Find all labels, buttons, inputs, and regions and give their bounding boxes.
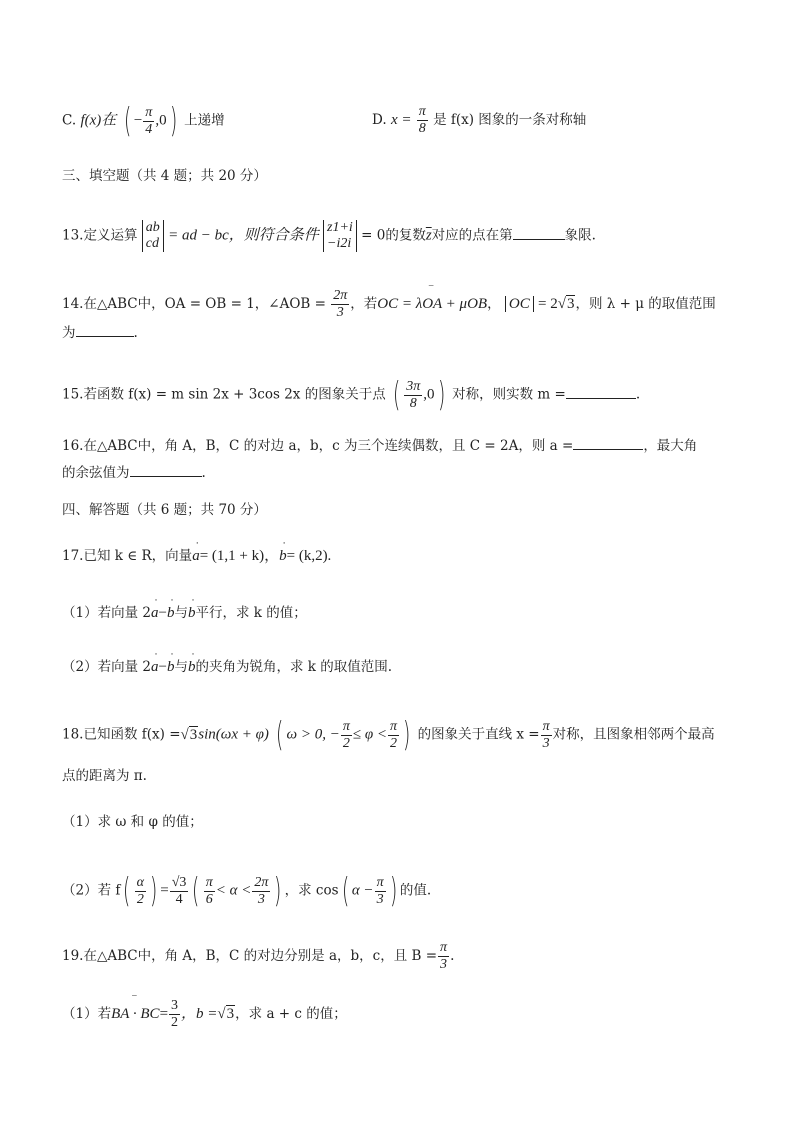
q13-det1-bottom: cd bbox=[145, 236, 159, 251]
option-c-post: 上递增 bbox=[184, 112, 225, 129]
q13-post1: = 0的复数 bbox=[361, 227, 426, 244]
q13-mid: = ad − bc，则符合条件 bbox=[168, 227, 319, 244]
q17-p2-pre: （2）若向量 2 bbox=[62, 659, 151, 675]
q19-frac-den: 3 bbox=[440, 957, 448, 972]
q18-p2-cond-a-den: 6 bbox=[205, 891, 213, 907]
option-d bbox=[372, 104, 586, 137]
q18-function: sin(ωx + φ) bbox=[198, 726, 269, 743]
q14-line2: 为 bbox=[62, 325, 76, 341]
q18-p2-cond-b bbox=[252, 875, 270, 908]
question-19 bbox=[62, 940, 454, 973]
q19-frac-num: π bbox=[440, 940, 448, 955]
q16-answer-blank-2[interactable] bbox=[130, 462, 202, 477]
q17-p1-post: 平行，求 k 的值； bbox=[195, 605, 307, 621]
option-c-label: C. bbox=[62, 112, 77, 129]
q18-post: 对称，且图象相邻两个最高 bbox=[552, 726, 715, 743]
q18-p2-pre: （2）若 f bbox=[62, 882, 121, 899]
q19-p1-vector-product: ‾ BA · BC bbox=[111, 1004, 159, 1024]
q14-answer-blank[interactable] bbox=[76, 322, 134, 337]
q15-pre: 15.若函数 f(x) = m sin 2x + 3cos 2x 的图象关于点 bbox=[62, 386, 386, 403]
q18-p2-cond-a-num: π bbox=[205, 874, 213, 890]
q18-cond-mid: ≤ φ < bbox=[352, 726, 387, 743]
q13-zbar: $\overline{z}$ bbox=[425, 227, 432, 244]
paren-left: ( bbox=[123, 871, 131, 911]
q14-abs-oc: OC bbox=[505, 296, 534, 312]
q17-p2-post: 的夹角为锐角，求 k 的取值范围. bbox=[195, 659, 393, 675]
q13-det2-top: z1+i bbox=[327, 220, 353, 235]
q17-intro-post: = (k,2). bbox=[286, 548, 332, 564]
q18-frac1-num: π bbox=[342, 718, 350, 734]
q18-cond-pre: ω > 0, − bbox=[286, 726, 340, 743]
option-c-minus: − bbox=[133, 112, 143, 129]
option-c bbox=[62, 101, 225, 141]
q18-sqrt-radicand: 3 bbox=[189, 726, 198, 743]
q18-p2-cond-b-num: 2π bbox=[254, 874, 269, 890]
paren-right: ) bbox=[403, 715, 411, 755]
q18-post-pre: 的图象关于直线 x = bbox=[417, 726, 540, 743]
q13-determinant-2 bbox=[323, 220, 357, 252]
q17-p1-minus: − bbox=[158, 605, 167, 621]
q18-p2-cos-pre: α − bbox=[351, 882, 374, 899]
paren-left: ( bbox=[341, 871, 349, 911]
paren-right: ) bbox=[437, 375, 445, 415]
q18-p2-val-den: 4 bbox=[175, 891, 183, 907]
question-18-line-2: 点的距离为 π. bbox=[62, 768, 147, 784]
q18-p2-frac-den: 2 bbox=[136, 891, 144, 907]
q18-p2-eq: = bbox=[160, 882, 169, 899]
q15-frac-num: 3π bbox=[406, 378, 421, 394]
question-14 bbox=[62, 288, 716, 321]
q17-p2-mid: 与 bbox=[174, 659, 188, 675]
question-19-part-1 bbox=[62, 998, 347, 1031]
q18-p2-cond-b-den: 3 bbox=[257, 891, 265, 907]
question-16 bbox=[62, 435, 697, 456]
option-c-right: ,0 bbox=[155, 112, 167, 129]
q18-sqrt bbox=[181, 725, 199, 745]
question-17-part-1 bbox=[62, 603, 307, 623]
q18-frac3-den: 3 bbox=[542, 735, 550, 751]
q18-p2-frac bbox=[135, 875, 146, 908]
q19-p1-post: ，求 a + c 的值； bbox=[235, 1006, 347, 1022]
q17-p2-vector-b2: ˙ b bbox=[188, 657, 196, 677]
option-c-frac-num: π bbox=[145, 104, 153, 120]
q19-end: . bbox=[450, 948, 455, 964]
q19-p1-fraction bbox=[169, 998, 180, 1031]
question-14-line-2 bbox=[62, 322, 138, 343]
q17-p2-vector-b: ˙ b bbox=[167, 657, 175, 677]
q18-p2-cos-num: π bbox=[376, 874, 384, 890]
q18-p2-post-pre: ，求 cos bbox=[284, 882, 339, 899]
question-17 bbox=[62, 546, 331, 566]
paren-left: ( bbox=[276, 715, 284, 755]
q17-p2-minus: − bbox=[158, 659, 167, 675]
q18-p2-cond-mid: < α < bbox=[215, 882, 252, 899]
q18-p2-value bbox=[170, 875, 189, 908]
paren-right: ) bbox=[169, 101, 177, 141]
q17-p1-vector-a: ˙ a bbox=[151, 603, 159, 623]
section-4-heading: 四、解答题（共 6 题；共 70 分） bbox=[62, 502, 267, 518]
option-c-pre: f(x)在 bbox=[80, 112, 117, 129]
q16-line2: 的余弦值为 bbox=[62, 465, 130, 481]
q15-post: 对称，则实数 m = bbox=[452, 386, 566, 403]
q13-post3: 象限. bbox=[564, 227, 596, 244]
q14-line2-end: . bbox=[133, 325, 138, 341]
q18-frac2-num: π bbox=[390, 718, 398, 734]
q14-frac-num: 2π bbox=[333, 288, 348, 303]
question-13 bbox=[62, 220, 596, 252]
q17-intro-mid: = (1,1 + k)， bbox=[199, 548, 280, 564]
question-18-part-1: （1）求 ω 和 φ 的值； bbox=[62, 814, 203, 830]
q19-p1-pre: （1）若 bbox=[62, 1006, 112, 1022]
q13-pre: 13.定义运算 bbox=[62, 227, 138, 244]
paren-left: ( bbox=[123, 101, 131, 141]
q15-frac-den: 8 bbox=[409, 395, 417, 411]
q19-p1-den: 2 bbox=[171, 1015, 179, 1030]
q16-line1: 16.在△ABC中，角 A，B，C 的对边 a，b，c 为三个连续偶数，且 C = 2A，则 a = bbox=[62, 438, 574, 454]
q15-fraction bbox=[404, 379, 422, 412]
q14-eq: = 2 bbox=[538, 296, 558, 312]
q14-frac-den: 3 bbox=[336, 305, 344, 320]
q18-p2-val-num: √3 bbox=[171, 874, 187, 890]
question-18 bbox=[62, 715, 715, 755]
paren-left: ( bbox=[393, 375, 401, 415]
q14-sqrt-radicand: 3 bbox=[566, 296, 575, 312]
q19-p1-sqrt-radicand: 3 bbox=[226, 1006, 235, 1022]
question-15 bbox=[62, 375, 641, 415]
q18-p2-cos-frac bbox=[375, 875, 386, 908]
paren-right: ) bbox=[389, 871, 397, 911]
q13-answer-blank[interactable] bbox=[513, 225, 565, 240]
q17-p2-vector-a: ˙ a bbox=[151, 657, 159, 677]
q18-p2-cos-den: 3 bbox=[376, 891, 384, 907]
q17-p1-pre: （1）若向量 2 bbox=[62, 605, 151, 621]
option-c-fraction bbox=[143, 105, 154, 138]
q14-fraction bbox=[331, 288, 349, 321]
q16-line1-end: ，最大角 bbox=[643, 438, 698, 454]
q19-p1-sqrt bbox=[217, 1004, 235, 1024]
q17-p1-vector-b2: ˙ b bbox=[188, 603, 196, 623]
q15-answer-blank[interactable] bbox=[566, 384, 636, 399]
q19-p1-num: 3 bbox=[171, 998, 179, 1013]
q17-intro-pre: 17.已知 k ∈ R，向量 bbox=[62, 548, 193, 564]
q18-frac3-num: π bbox=[542, 718, 550, 734]
q19-fraction bbox=[438, 940, 449, 973]
q17-p1-vector-b: ˙ b bbox=[167, 603, 175, 623]
q15-end: . bbox=[635, 386, 641, 403]
paren-left: ( bbox=[192, 871, 200, 911]
q14-mid2: ， bbox=[487, 296, 501, 312]
option-d-frac-den: 8 bbox=[418, 121, 426, 136]
q19-p1-mid: ，b = bbox=[181, 1006, 218, 1022]
q18-frac2-den: 2 bbox=[390, 735, 397, 751]
option-d-fraction bbox=[417, 104, 428, 137]
option-c-frac-den: 4 bbox=[145, 121, 153, 137]
q18-frac-3 bbox=[541, 719, 552, 752]
question-17-part-2 bbox=[62, 657, 392, 677]
section-3-heading: 三、填空题（共 4 题；共 20 分） bbox=[62, 168, 267, 184]
q14-mid: ，若 bbox=[350, 296, 378, 312]
q16-line2-end: . bbox=[201, 465, 206, 481]
option-d-label: D. bbox=[372, 112, 387, 128]
q18-p2-cond-a bbox=[204, 875, 215, 908]
q13-det1-top: ab bbox=[145, 220, 160, 235]
q17-vector-b: ˙ b bbox=[279, 546, 287, 566]
q18-frac1-den: 2 bbox=[342, 735, 350, 751]
q13-det2-bottom: −i2i bbox=[327, 236, 352, 251]
question-18-part-2 bbox=[62, 871, 432, 911]
q16-answer-blank-1[interactable] bbox=[573, 435, 643, 450]
q18-p2-post: 的值. bbox=[399, 882, 432, 899]
q18-frac-2 bbox=[388, 719, 399, 752]
q18-p2-frac-num: α bbox=[136, 874, 145, 890]
q14-pre: 14.在△ABC中，OA = OB = 1，∠AOB = bbox=[62, 296, 326, 312]
option-d-frac-num: π bbox=[418, 104, 426, 119]
q17-vector-a: ˙ a bbox=[192, 546, 200, 566]
q13-post2: 对应的点在第 bbox=[431, 227, 513, 244]
option-d-pre: x = bbox=[390, 112, 412, 128]
q19-pre: 19.在△ABC中，角 A，B，C 的对边分别是 a，b，c，且 B = bbox=[62, 948, 438, 964]
q14-sqrt bbox=[558, 294, 576, 314]
q15-mid: ,0 bbox=[423, 386, 435, 403]
q18-pre: 18.已知函数 f(x) = bbox=[62, 726, 181, 743]
q14-post: ，则 λ + μ 的取值范围 bbox=[575, 296, 716, 312]
q13-determinant-1 bbox=[142, 220, 164, 252]
q19-p1-eq: = bbox=[159, 1006, 169, 1022]
q17-p1-mid: 与 bbox=[174, 605, 188, 621]
paren-right: ) bbox=[274, 871, 282, 911]
option-d-post: 是 f(x) 图象的一条对称轴 bbox=[433, 112, 587, 128]
q14-vector-equation: ‾ OC = λOA + μOB bbox=[377, 294, 487, 314]
q18-frac-1 bbox=[341, 719, 352, 752]
question-16-line-2 bbox=[62, 462, 206, 483]
paren-right: ) bbox=[150, 871, 158, 911]
